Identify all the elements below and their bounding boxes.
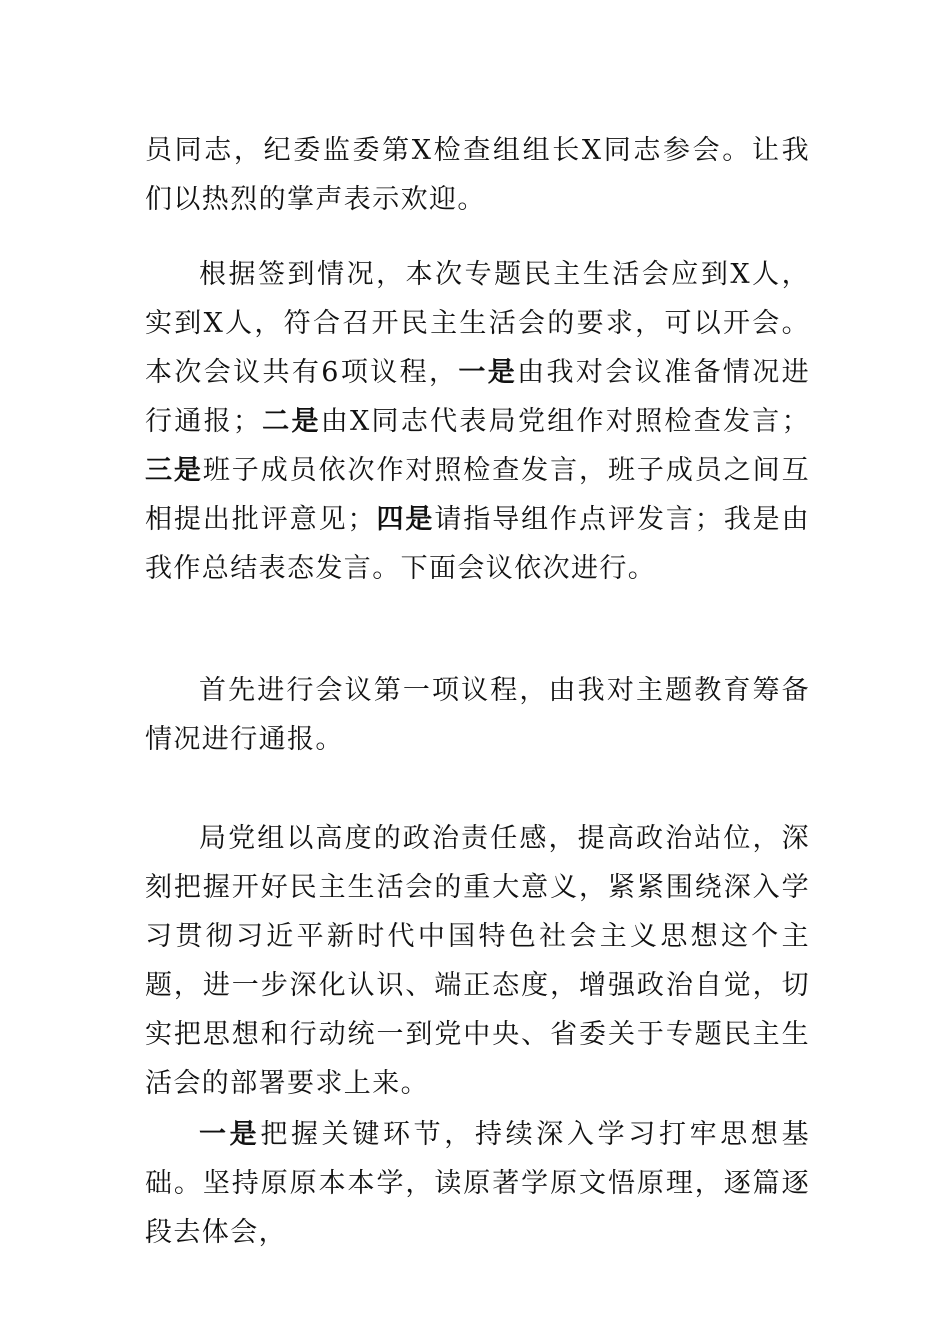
agenda-item-3-label: 三是: [145, 455, 203, 486]
paragraph-2-text-a: 根据签到情况，本次专题民主生活会应到X人，实到X人，符合召开民主生活会的要求，可以开会。本次会议共有6项议程，: [145, 259, 810, 388]
paragraph-2-text-d: 班子成员依次作对照检查发言，班子成员之间互相提出批评意见；: [145, 455, 810, 535]
agenda-item-4-label: 四是: [375, 504, 435, 535]
paragraph-5: [145, 1110, 810, 1257]
point-1-label: 一是: [199, 1119, 261, 1150]
paragraph-1: [145, 126, 810, 224]
paragraph-2-text-e: 请指导组作点评发言；我是由我作总结表态发言。下面会议依次进行。: [145, 504, 811, 584]
paragraph-2-text-b: 由我对会议准备情况进行通报；: [145, 357, 810, 437]
paragraph-2-text-c: 由X同志代表局党组作对照检查发言；: [320, 406, 810, 437]
paragraph-2: [145, 250, 810, 593]
paragraph-4: [145, 814, 810, 1108]
paragraph-4-text: 局党组以高度的政治责任感，提高政治站位，深刻把握开好民主生活会的重大意义，紧紧围绕深入学习贯彻习近平新时代中国特色社会主义思想这个主题，进一步深化认识、端正态度，增强政治自觉，切实把思想和行动统一到党中央、省委关于专题民主生活会的部署要求上来。: [145, 823, 810, 1099]
paragraph-3: [145, 666, 810, 764]
paragraph-3-text: 首先进行会议第一项议程，由我对主题教育筹备情况进行通报。: [145, 675, 810, 755]
agenda-item-1-label: 一是: [458, 357, 518, 388]
agenda-item-2-label: 二是: [261, 406, 321, 437]
paragraph-5-text: 把握关键环节，持续深入学习打牢思想基础。坚持原原本本学，读原著学原文悟原理，逐篇逐段去体会，: [145, 1119, 810, 1248]
paragraph-1-text: 员同志，纪委监委第X检查组组长X同志参会。让我们以热烈的掌声表示欢迎。: [145, 135, 810, 215]
